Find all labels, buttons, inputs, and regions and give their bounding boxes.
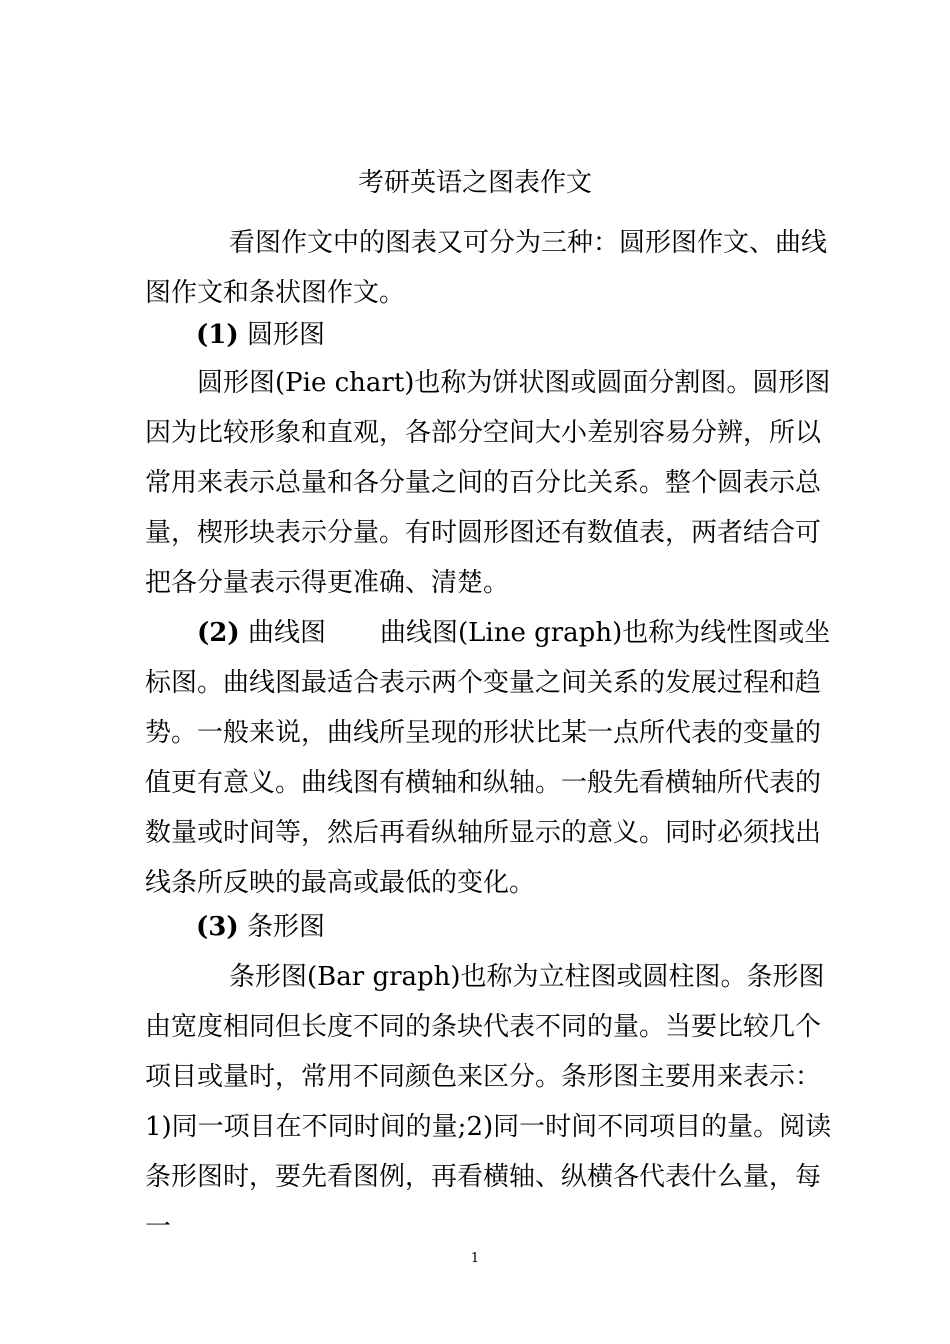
page-number: 1 xyxy=(470,1251,480,1266)
section-title: 条形图 xyxy=(246,912,325,942)
section-number: (2) xyxy=(197,618,240,648)
section-number: (3) xyxy=(196,912,239,942)
pie-chart-paragraph: 圆形图(Pie chart)也称为饼状图或圆面分割图。圆形图因为比较形象和直观，各部分空间大小差别容易分辨，所以常用来表示总量和各分量之间的百分比关系。整个圆表示总量，楔形块表示分量。有时圆形图还有数值表，两者结合可把各分量表示得更准确、清楚。 xyxy=(145,368,831,598)
section-number: (1) xyxy=(196,320,239,350)
page-title: 考研英语之图表作文 xyxy=(357,168,592,198)
line-graph-paragraph: 曲线图(Line graph)也称为线性图或坐标图。曲线图最适合表示两个变量之间关系的发展过程和趋势。一般来说，曲线所呈现的形状比某一点所代表的变量的值更有意义。曲线图有横轴和纵轴。一般先看横轴所代表的数量或时间等，然后再看纵轴所显示的意义。同时必须找出线条所反映的最高或最低的变化。 xyxy=(145,618,831,898)
section-title: 圆形图 xyxy=(246,320,325,350)
line-graph-block xyxy=(145,608,835,908)
section-title: 曲线图 xyxy=(247,618,326,648)
bar-graph-paragraph: 条形图(Bar graph)也称为立柱图或圆柱图。条形图由宽度相同但长度不同的条块代表不同的量。当要比较几个项目或量时，常用不同颜色来区分。条形图主要用来表示：1)同一项目在不同时间的量;2)同一时间不同项目的量。阅读条形图时，要先看图例，再看横轴、纵横各代表什么量，每一 xyxy=(145,962,832,1242)
intro-paragraph: 看图作文中的图表又可分为三种：圆形图作文、曲线图作文和条状图作文。 xyxy=(145,228,828,308)
section-heading-pie xyxy=(196,318,325,352)
section-heading-bar xyxy=(196,910,325,944)
